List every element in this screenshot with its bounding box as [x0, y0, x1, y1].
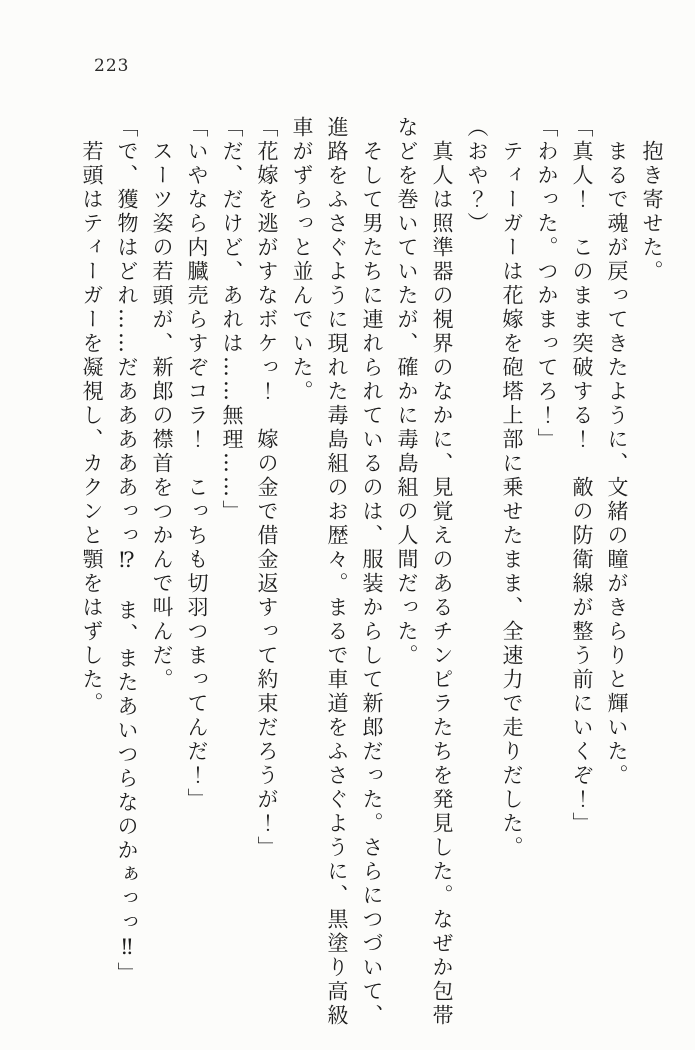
narration-line: 若頭はティーガーを凝視し、カクンと顎をはずした。	[80, 116, 104, 716]
dialogue-line: 「だ、だけど、あれは……無理……」	[220, 116, 244, 524]
narration-line: そして男たちに連れられているのは、服装からして新郎だった。さらにつづいて、進路をふさぐように現れた毒島組のお歴々。まるで車道をふさぐように、黒塗り高級車がずらっと並んでいた。	[290, 116, 384, 1028]
dialogue-line: 「いやなら内臓売らすぞコラ！ こっちも切羽つまってんだ！」	[185, 116, 209, 812]
narration-line: スーツ姿の若頭が、新郎の襟首をつかんで叫んだ。	[150, 116, 174, 692]
narration-line: 真人は照準器の視界のなかに、見覚えのあるチンピラたちを発見した。なぜか包帯などを巻いていたが、確かに毒島組の人間だった。	[395, 116, 454, 1028]
page-number: 223	[94, 56, 130, 76]
narration-line: まるで魂が戻ってきたように、文緒の瞳がきらりと輝いた。	[605, 116, 629, 788]
thought-line: （おや？）	[465, 116, 489, 236]
dialogue-line: 「真人！ このまま突破する！ 敵の防衛線が整う前にいくぞ！」	[570, 116, 594, 836]
dialogue-line: 「花嫁を逃がすなボケっ！ 嫁の金で借金返すって約束だろうが！」	[255, 116, 279, 860]
narration-line: ティーガーは花嫁を砲塔上部に乗せたまま、全速力で走りだした。	[500, 116, 524, 860]
vertical-text-block	[74, 116, 669, 1034]
dialogue-line: 「わかった。つかまってろ！」	[535, 116, 559, 452]
narration-line: 抱き寄せた。	[640, 116, 664, 284]
dialogue-line: 「で、獲物はどれ……だあああああっっ⁉ ま、またあいつらなのかぁっっ‼」	[115, 116, 139, 986]
